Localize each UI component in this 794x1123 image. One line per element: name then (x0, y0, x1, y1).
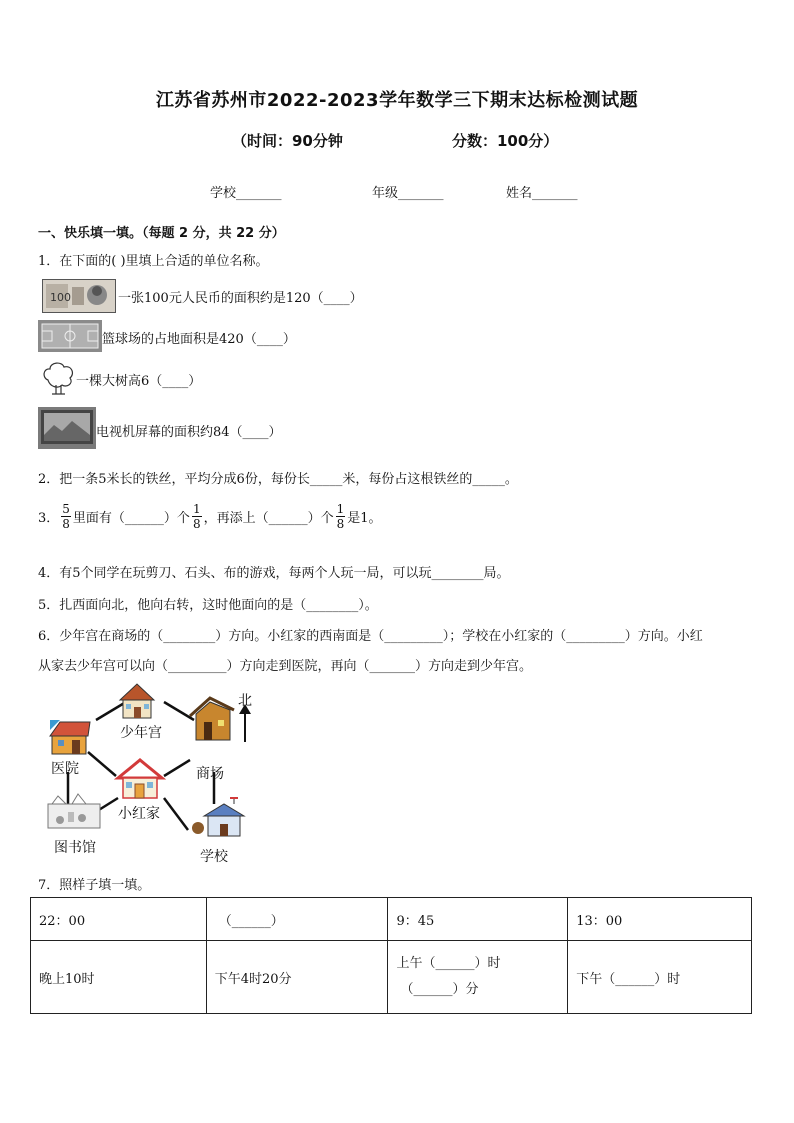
hospital-icon (50, 720, 90, 754)
svg-text:100: 100 (50, 291, 71, 304)
table-cell: 22：00 (31, 898, 207, 941)
school-icon (192, 798, 244, 836)
question-6-line-2: 从家去少年宫可以向（_________）方向走到医院，再向（_______）方向走到少年宫。 (38, 659, 533, 674)
question-1-item-2: 篮球场的占地面积是420（____） (102, 332, 296, 347)
table-cell: 下午4时20分 (206, 941, 388, 1014)
library-icon (48, 794, 100, 828)
fraction-five-eighths: $\frac{5}{8}$ (62, 502, 70, 531)
table-cell: 13：00 (568, 898, 752, 941)
basketball-court-icon (38, 320, 102, 352)
question-3 (38, 502, 382, 531)
question-3-text-2: ，再添上（______）个 (203, 511, 334, 526)
map-home-label: 小红家 (118, 806, 160, 822)
table-row (31, 898, 752, 941)
fraction-one-eighth: $\frac{1}{8}$ (192, 502, 201, 531)
table-row (31, 941, 752, 1014)
tree-icon (40, 360, 76, 396)
map-library-label: 图书馆 (54, 840, 96, 856)
fraction-one-eighth: $\frac{1}{8}$ (336, 502, 345, 531)
name-field: 姓名_______ (506, 186, 578, 201)
time-conversion-table (30, 897, 752, 1014)
question-1-item-4: 电视机屏幕的面积约84（____） (96, 425, 282, 440)
school-field: 学校_______ (210, 186, 282, 201)
map-school-label: 学校 (200, 849, 228, 865)
table-cell: 下午（______）时 (568, 941, 752, 1014)
question-7-stem: 7．照样子填一填。 (38, 878, 151, 893)
table-cell-blank: （______） (206, 898, 388, 941)
youth-palace-icon (120, 684, 154, 718)
home-icon (118, 760, 162, 798)
table-cell-line: 上午（______）时 (396, 956, 501, 971)
mall-icon (190, 698, 234, 740)
question-3-text-1: 里面有（______）个 (72, 511, 190, 526)
table-cell (388, 941, 568, 1014)
question-1-item-1: 一张100元人民币的面积约是120（____） (118, 291, 363, 306)
map-youth-palace-label: 少年宫 (120, 725, 162, 741)
grade-field: 年级_______ (372, 186, 444, 201)
banknote-icon (42, 279, 116, 313)
exam-score: 分数：100分） (452, 132, 559, 150)
page-title: 江苏省苏州市2022-2023学年数学三下期末达标检测试题 (155, 90, 639, 111)
table-cell-line: （______）分 (400, 982, 479, 997)
table-cell: 9：45 (388, 898, 568, 941)
question-6-line-1: 6．少年宫在商场的（________）方向。小红家的西南面是（_________）；学校在小红家的（_________）方向。小红 (38, 629, 703, 644)
table-cell: 晚上10时 (31, 941, 207, 1014)
question-1-stem: 1．在下面的( )里填上合适的单位名称。 (38, 254, 269, 269)
exam-time: （时间：90分钟 (232, 132, 343, 150)
map-mall-label: 商场 (196, 766, 224, 782)
question-4: 4．有5个同学在玩剪刀、石头、布的游戏，每两个人玩一局，可以玩________局。 (38, 566, 510, 581)
map-north-label: 北 (238, 693, 252, 709)
section-title: 一、快乐填一填。（每题 2 分，共 22 分） (38, 226, 285, 241)
question-3-prefix: 3． (38, 511, 60, 526)
question-3-text-3: 是1。 (347, 511, 382, 526)
question-2: 2．把一条5米长的铁丝，平均分成6份，每份长_____米，每份占这根铁丝的_____。 (38, 472, 518, 487)
question-1-item-3: 一棵大树高6（____） (76, 374, 202, 389)
question-5: 5．扎西面向北，他向右转，这时他面向的是（________）。 (38, 598, 378, 613)
map-hospital-label: 医院 (51, 761, 79, 777)
tv-icon (38, 407, 96, 449)
